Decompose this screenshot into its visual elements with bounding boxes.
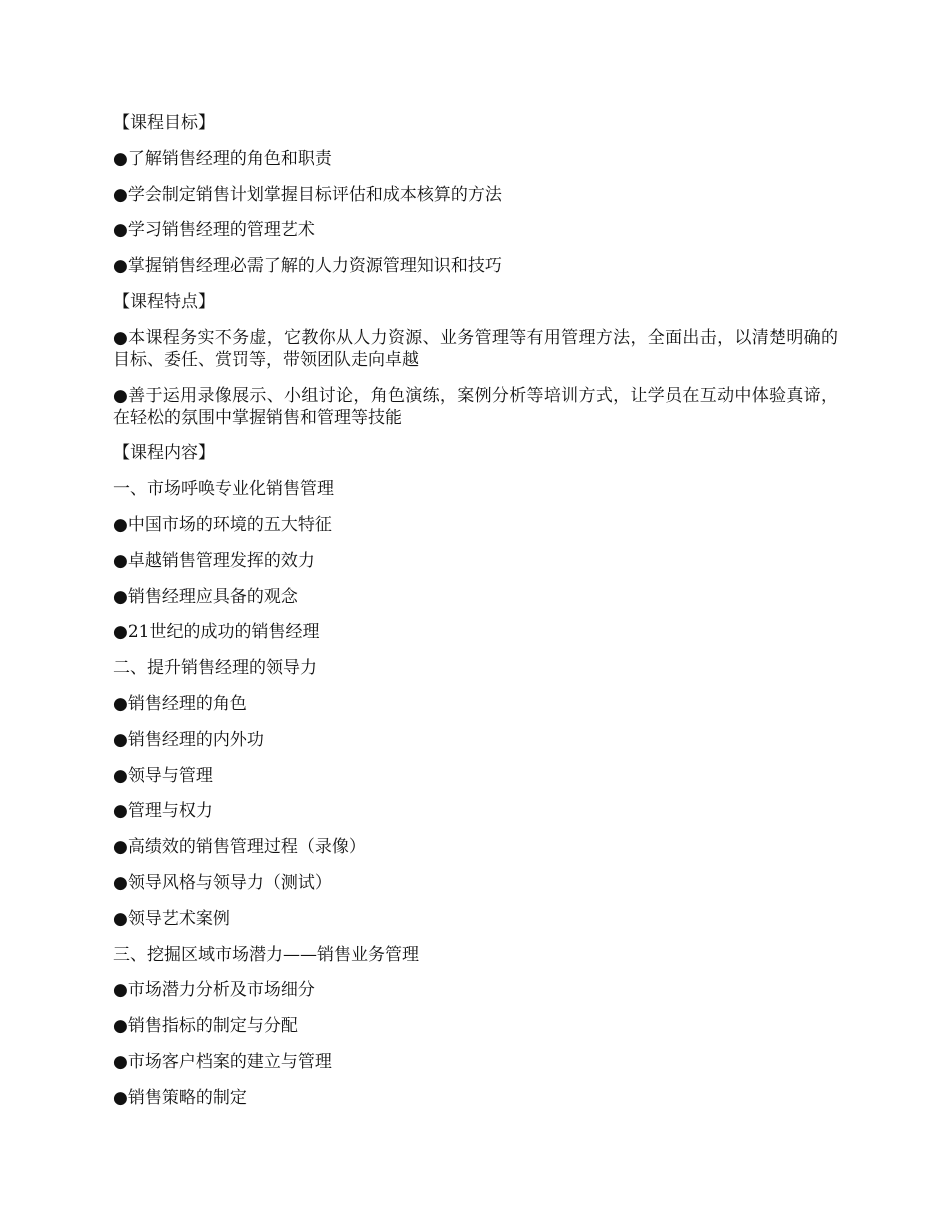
list-item: ●学会制定销售计划掌握目标评估和成本核算的方法 xyxy=(113,184,502,205)
list-item: ●管理与权力 xyxy=(113,801,213,822)
list-item: ●销售经理的内外功 xyxy=(113,729,264,750)
part-title: 二、提升销售经理的领导力 xyxy=(113,658,317,679)
list-item: ●学习销售经理的管理艺术 xyxy=(113,220,315,241)
feature-paragraph: ●本课程务实不务虚，它教你从人力资源、业务管理等有用管理方法，全面出击，以清楚明确的目标、委任、赏罚等，带领团队走向卓越 xyxy=(113,327,838,370)
list-item: ●了解销售经理的角色和职责 xyxy=(113,148,332,169)
list-item: ●中国市场的环境的五大特征 xyxy=(113,514,332,535)
section-heading-goals: 【课程目标】 xyxy=(113,113,215,133)
list-item: ●市场潜力分析及市场细分 xyxy=(113,980,315,1001)
part-title: 三、挖掘区域市场潜力——销售业务管理 xyxy=(113,944,419,965)
section-heading-features: 【课程特点】 xyxy=(113,291,215,312)
list-item: ●销售经理应具备的观念 xyxy=(113,586,298,607)
section-heading-content: 【课程内容】 xyxy=(113,443,215,464)
list-item: ●领导艺术案例 xyxy=(113,908,230,929)
list-item: ●卓越销售管理发挥的效力 xyxy=(113,550,315,571)
list-item: ●市场客户档案的建立与管理 xyxy=(113,1051,332,1072)
document-page xyxy=(113,112,838,1123)
list-item: ●21世纪的成功的销售经理 xyxy=(113,622,320,643)
list-item: ●销售经理的角色 xyxy=(113,693,247,714)
part-title: 一、市场呼唤专业化销售管理 xyxy=(113,479,334,500)
list-item: ●掌握销售经理必需了解的人力资源管理知识和技巧 xyxy=(113,256,502,277)
feature-paragraph: ●善于运用录像展示、小组讨论，角色演练，案例分析等培训方式，让学员在互动中体验真谛，在轻松的氛围中掌握销售和管理等技能 xyxy=(113,385,838,428)
list-item: ●领导风格与领导力（测试） xyxy=(113,872,332,893)
list-item: ●高绩效的销售管理过程（录像） xyxy=(113,837,366,858)
list-item: ●销售指标的制定与分配 xyxy=(113,1016,298,1037)
list-item: ●领导与管理 xyxy=(113,765,213,786)
list-item: ●销售策略的制定 xyxy=(113,1087,247,1108)
